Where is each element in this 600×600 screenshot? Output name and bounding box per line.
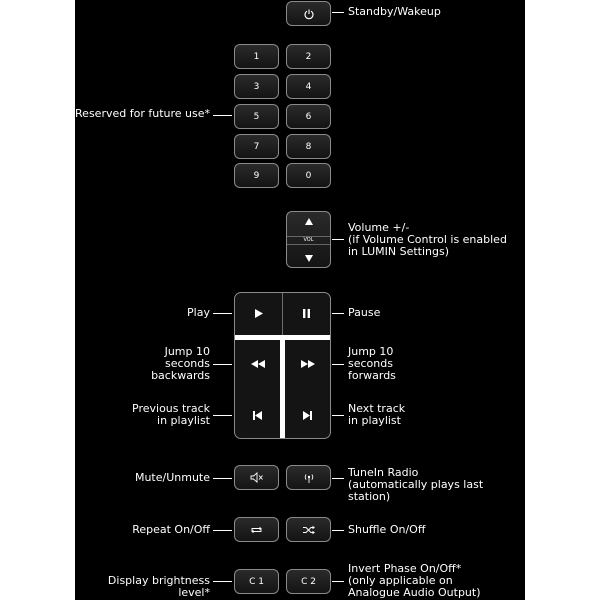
mute-button[interactable] [234, 465, 279, 490]
key-8[interactable]: 8 [286, 134, 331, 159]
vol-text: VOL [287, 236, 330, 245]
previous-track-button[interactable] [235, 392, 280, 438]
play-button[interactable] [235, 293, 282, 334]
key-4[interactable]: 4 [286, 74, 331, 99]
play-icon [255, 309, 263, 318]
key-1[interactable]: 1 [234, 44, 279, 69]
jump-forward-button[interactable] [285, 341, 330, 387]
key-5[interactable]: 5 [234, 104, 279, 129]
key-7[interactable]: 7 [234, 134, 279, 159]
power-icon [303, 8, 315, 20]
repeat-button[interactable] [234, 517, 279, 542]
standby-label: Standby/Wakeup [348, 5, 441, 18]
tunein-label: TuneIn Radio (automatically plays last station) [348, 466, 484, 503]
pause-connector [332, 313, 344, 314]
play-label: Play [187, 306, 210, 319]
volume-rocker[interactable] [286, 211, 331, 268]
key-6[interactable]: 6 [286, 104, 331, 129]
shuffle-connector [332, 530, 344, 531]
pause-icon [303, 309, 310, 318]
key-9[interactable]: 9 [234, 163, 279, 188]
next-track-label: Next track in playlist [348, 402, 406, 427]
jump-forward-label: Jump 10 seconds forwards [348, 345, 396, 382]
shuffle-icon [302, 525, 316, 535]
jump-forward-connector [332, 364, 344, 365]
rewind-icon [251, 360, 265, 368]
repeat-connector [213, 530, 232, 531]
volume-up-icon [305, 218, 313, 225]
key-0[interactable]: 0 [286, 163, 331, 188]
key-2[interactable]: 2 [286, 44, 331, 69]
reserved-connector [213, 115, 232, 116]
key-3[interactable]: 3 [234, 74, 279, 99]
skip-previous-icon [253, 411, 262, 420]
jump-back-connector [213, 364, 232, 365]
previous-track-connector [213, 415, 232, 416]
invert-phase-connector [332, 581, 344, 582]
mute-connector [213, 478, 232, 479]
shuffle-button[interactable] [286, 517, 331, 542]
pause-button[interactable] [283, 293, 330, 334]
invert-phase-label: Invert Phase On/Off* (only applicable on Analogue Audio Output) [348, 562, 481, 599]
volume-label: Volume +/- (if Volume Control is enabled in LUMIN Settings) [348, 221, 507, 258]
tunein-connector [332, 478, 344, 479]
c2-button[interactable]: C 2 [286, 569, 331, 594]
pause-label: Pause [348, 306, 381, 319]
repeat-icon [250, 525, 263, 535]
tunein-button[interactable] [286, 465, 331, 490]
remote-diagram [75, 0, 525, 600]
display-brightness-label: Display brightness level* [107, 574, 210, 599]
volume-down-icon [305, 255, 313, 262]
fast-forward-icon [301, 360, 315, 368]
previous-track-label: Previous track in playlist [132, 402, 210, 427]
mute-label: Mute/Unmute [134, 471, 210, 484]
radio-broadcast-icon [303, 472, 315, 484]
jump-back-button[interactable] [235, 341, 280, 387]
mute-icon [250, 472, 263, 483]
next-track-button[interactable] [285, 392, 330, 438]
jump-back-label: Jump 10 seconds backwards [151, 345, 210, 382]
volume-connector [332, 239, 344, 240]
repeat-label: Repeat On/Off [132, 523, 210, 536]
next-track-connector [332, 415, 344, 416]
standby-connector [332, 12, 344, 13]
play-connector [213, 313, 232, 314]
skip-next-icon [303, 411, 312, 420]
standby-button[interactable] [286, 1, 331, 26]
shuffle-label: Shuffle On/Off [348, 523, 426, 536]
display-brightness-connector [213, 581, 232, 582]
reserved-label: Reserved for future use* [75, 107, 210, 120]
c1-button[interactable]: C 1 [234, 569, 279, 594]
